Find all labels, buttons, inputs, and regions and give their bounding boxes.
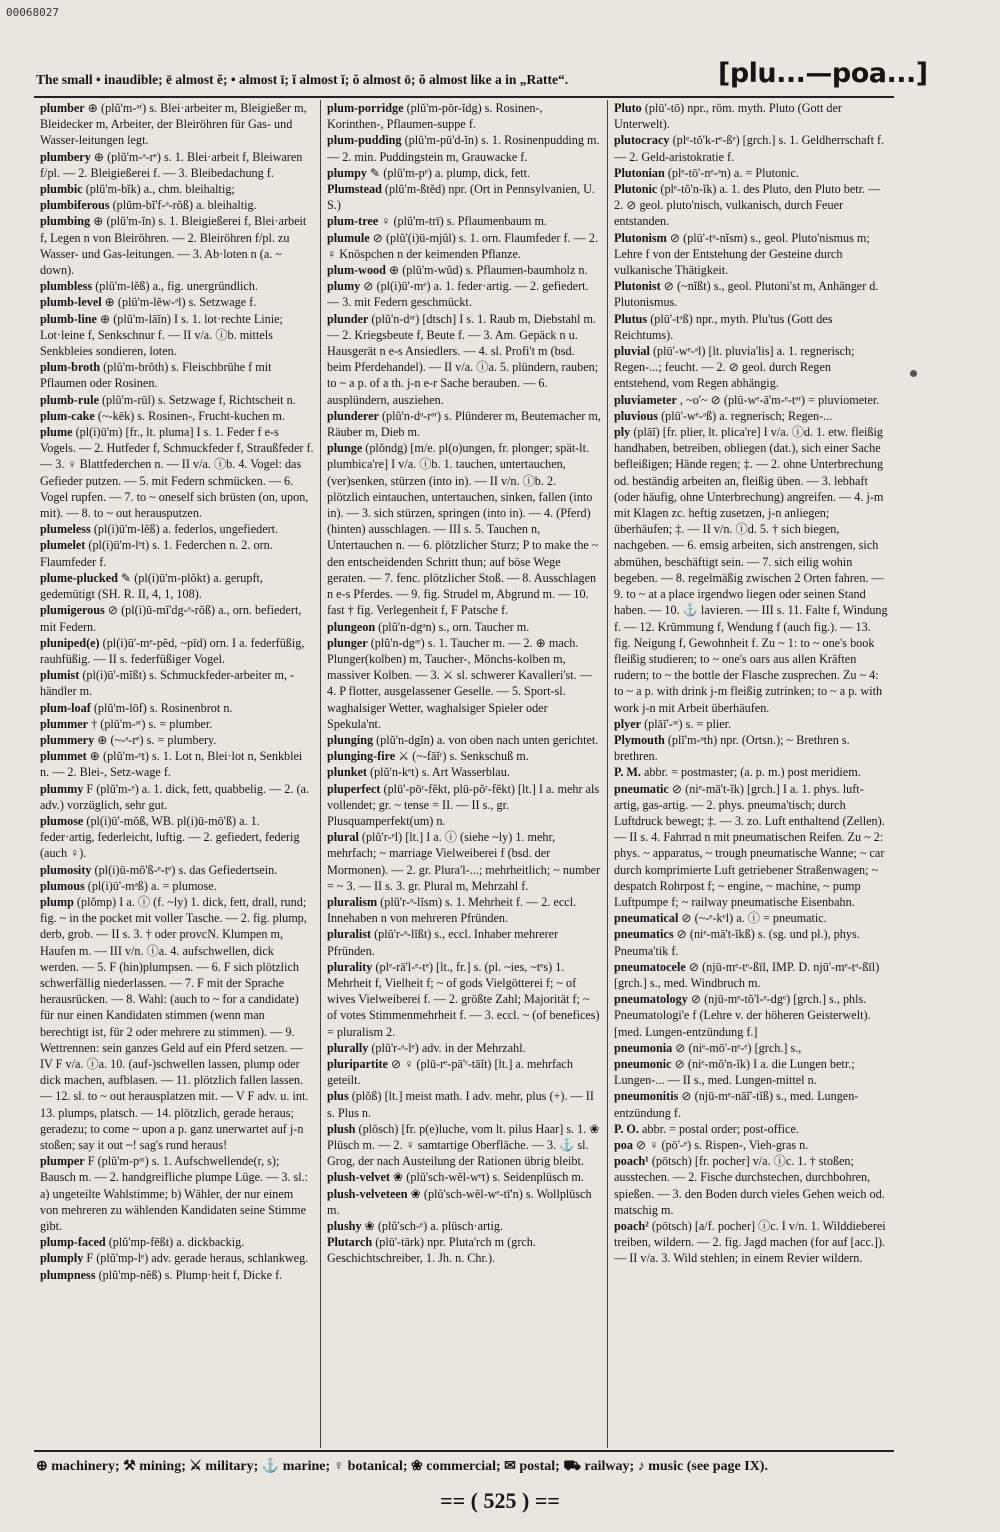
entry-headword: pluripartite xyxy=(327,1056,388,1071)
dictionary-entry xyxy=(327,959,601,1040)
entry-definition: ⊘ (njū-mᵉ-tŏ'l-ᵉ-dgᵉ) [grch.] s., phls. Pneumatologi'e f (Lehre v. der höheren Geisterwelt). [med. Lungen-entzündung f.] xyxy=(614,992,871,1039)
entry-headword: pluniped(e) xyxy=(40,635,100,650)
entry-definition: ❀ (plŭ'sch-wĕl-wᵉ-tī'n) s. Wollplüsch m. xyxy=(327,1186,592,1217)
entry-definition: ⊕ (plŭ'm-lĕw-ᵊl) s. Setzwage f. xyxy=(104,295,257,310)
dictionary-entry xyxy=(614,278,888,310)
dictionary-entry xyxy=(40,311,314,360)
entry-headword: poach¹ xyxy=(614,1154,649,1169)
entry-definition: ♀ (plŭ'm-trī) s. Pflaumenbaum m. xyxy=(381,214,547,229)
dictionary-entry xyxy=(40,359,314,391)
dictionary-entry xyxy=(40,781,314,813)
dictionary-entry xyxy=(614,132,888,164)
entry-definition: † (plŭ'm-ᵊʳ) s. = plumber. xyxy=(91,716,213,731)
entry-headword: plunder xyxy=(327,311,369,326)
column-2 xyxy=(321,100,608,1448)
entry-definition: (plŏß) [lt.] meist math. I adv. mehr, plus (+). — II s. Plus n. xyxy=(327,1089,594,1120)
entry-definition: F (plŭ'm-pᵊʳ) s. 1. Aufschwellende(r, s); Bausch m. — 2. handgreifliche plumpe Lüge. — 3. sl.: a) ungeteilte Wahlstimme; b) Wähler, der nur einem von mehreren zu wählenden Kandidaten seine Stimme gibt. xyxy=(40,1154,309,1234)
entry-definition: (plŭ'n-dgᵊn) s., orn. Taucher m. xyxy=(378,619,530,634)
entry-definition: (plŭ'r-ᵊ-lĭßt) s., eccl. Inhaber mehrerer Pfründen. xyxy=(327,927,559,958)
entry-definition: (plŭm-bĭ'f-ᵊ-rŏß) a. bleihaltig. xyxy=(112,198,257,213)
dictionary-entry xyxy=(40,278,314,294)
entry-headword: plyer xyxy=(614,716,642,731)
entry-headword: plum-wood xyxy=(327,263,386,278)
entry-headword: pluralism xyxy=(327,894,378,909)
entry-headword: plum-broth xyxy=(40,360,101,375)
dictionary-entry xyxy=(614,1218,888,1267)
entry-headword: plushy xyxy=(327,1219,362,1234)
entry-headword: plummet xyxy=(40,749,87,764)
entry-headword: plumous xyxy=(40,878,85,893)
entry-headword: plumose xyxy=(40,813,84,828)
entry-headword: plush-velvet xyxy=(327,1170,390,1185)
entry-headword: pluvial xyxy=(614,344,650,359)
dictionary-entry xyxy=(40,748,314,780)
dictionary-entry xyxy=(40,700,314,716)
entry-headword: plum-loaf xyxy=(40,700,91,715)
dictionary-entry xyxy=(327,829,601,894)
dictionary-entry xyxy=(40,1267,314,1283)
entry-definition: (plāĭ) [fr. plier, lt. plica're] I v/a. ⓘd. 1. etw. fleißig handhaben, betreiben, obliegen (dat.), sich einer Sache befleißigen; Hände regen; ‡. — 2. ohne Unterbrechung od. beständig arbeiten an, fleißig üben. — 3. lebhaft (oder häufig, ohne Unterbrechung) angreifen. — 4. j-m mit Klagen zc. heftig zusetzen, j-n anliegen; überhäufen; ‡. — II v/n. ⓘd. 5. † sich biegen, nachgeben. — 6. emsig arbeiten, sich anstrengen, sich abmühen, beschäftigt sein. — 7. sich eilig wohin begeben. — 8. regelmäßig zwischen 2 Orten fahren. — 9. to ~ at a place irgendwo liegen oder seinen Stand haben. — 10. ⚓ lavieren. — III s. 11. Falte f, Windung f. — 12. Krümmung f, Wendung f (auch fig.). — 13. fig. Neigung f, Gewohnheit f. Zu ~ 1: to ~ one's book fleißig studieren; to ~ one's oars aus allen Kräften rudern; to ~ the bottle der Flasche zusprechen. Zu ~ 4: to ~ a p. with drink j-m fleißig zutrinken; to ~ a p. with work j-n mit Arbeit überhäufen. xyxy=(614,425,888,715)
dictionary-entry xyxy=(40,602,314,634)
entry-headword: Plutonian xyxy=(614,165,665,180)
dictionary-entry xyxy=(327,894,601,926)
entry-headword: plutocracy xyxy=(614,133,670,148)
dictionary-entry xyxy=(40,197,314,213)
entry-definition: (pl(i)ū'-mĭßt) s. Schmuckfeder-arbeiter m, -händler m. xyxy=(40,668,295,699)
page-number: == ( 525 ) == xyxy=(440,1488,560,1513)
footer-rule xyxy=(34,1450,894,1452)
entry-definition: (plĭ'm-ᵊth) npr. (Ortsn.); ~ Brethren s. brethren. xyxy=(614,732,850,764)
entry-definition: (plŭ'mp-nĕß) s. Plump·heit f, Dicke f. xyxy=(98,1267,283,1282)
entry-definition: (pl(i)ū'-mᵊß) a. = plumose. xyxy=(87,878,217,893)
dictionary-entry xyxy=(614,732,888,764)
entry-headword: Plutus xyxy=(614,311,648,326)
dictionary-entry xyxy=(40,424,314,521)
dictionary-entry xyxy=(614,424,888,716)
dictionary-entry xyxy=(40,1234,314,1250)
entry-headword: plunger xyxy=(327,635,368,650)
dictionary-entry xyxy=(40,894,314,1153)
dictionary-entry xyxy=(40,1153,314,1234)
dictionary-entry xyxy=(614,926,888,958)
entry-definition: ⊘ (niᵉ-mā't-ĭk) [grch.] I a. 1. phys. luft-artig, gas-artig. — 2. phys. pneuma'tisch; durch Luftdruck bewegt; ‡. — 3. zo. Luft enthaltend (Zellen). — II s. 4. Fahrrad n mit pneumatischen Reifen. Zu ~ 2: phys. ~ apparatus, ~ trough pneumatische Wanne; ~ car durch komprimierte Luft getriebener Straßenwagen; ~ despatch Rohrpost f; ~ engine, ~ machine, ~ pump Luftpumpe f; ~ railway pneumatische Eisenbahn. xyxy=(614,781,885,909)
entry-definition: (plᵉ-rā'l-ᵉ-tᵉ) [lt., fr.] s. (pl. ~ies, ~tᵉs) 1. Mehrheit f, Vielheit f; ~ of gods Vielgötterei f; ~ of wives Vielweiberei f. — 2. größte Zahl; Majorität f; ~ of votes Stimmenmehrheit f. — 3. eccl. ~ (of benefices) = pluralism 2. xyxy=(327,959,600,1039)
entry-headword: plump-faced xyxy=(40,1235,106,1250)
entry-headword: pluralist xyxy=(327,927,372,942)
dictionary-entry xyxy=(40,521,314,537)
dictionary-entry xyxy=(40,862,314,878)
entry-headword: plunge xyxy=(327,441,363,456)
entry-definition: ⊘ (pl(i)ū-mĭ'dg-ᵊ-rŏß) a., orn. befiedert, mit Federn. xyxy=(40,603,302,634)
entry-headword: Plutonic xyxy=(614,182,658,197)
entry-headword: plume xyxy=(40,425,73,440)
entry-headword: plural xyxy=(327,830,359,845)
dictionary-entry xyxy=(40,181,314,197)
entry-headword: pneumatocele xyxy=(614,959,686,974)
entry-definition: (pl(i)ū'm-lᵉt) s. 1. Federchen n. 2. orn. Flaumfeder f. xyxy=(40,538,273,569)
dictionary-entry xyxy=(40,813,314,862)
pronunciation-key: The small • inaudible; ē almost ĕ; • almost ī; ĭ almost ĭ; ŏ almost ō; ŏ almost like a in „Ratte“. xyxy=(36,72,569,87)
dictionary-entry xyxy=(327,262,601,278)
entry-headword: Pluto xyxy=(614,101,642,115)
dictionary-entry xyxy=(40,1250,314,1266)
dictionary-entry xyxy=(614,1088,888,1120)
entry-definition: ⊘ (niᵉ-mŏ'n-ĭk) I a. die Lungen betr.; Lungen-... — II s., med. Lungen-mittel n. xyxy=(614,1056,855,1088)
dictionary-entry xyxy=(40,149,314,181)
entry-definition: (pōtsch) [fr. pocher] v/a. ⓘc. 1. † stoßen; ausstechen. — 2. Fische durchstechen, durchbohren, spießen. — 3. den Boden durch vieles Gehen weich od. matschig m. xyxy=(614,1154,885,1217)
entry-definition: (plŭ'mp-fēßt) a. dickbackig. xyxy=(108,1235,245,1250)
entry-definition: (plŭ'm-lĕß) a., fig. unergründlich. xyxy=(95,279,258,294)
entry-headword: plumb-line xyxy=(40,311,97,326)
entry-headword: plumbiferous xyxy=(40,198,110,213)
entry-definition: (plŭ'n-kᵉt) s. Art Wasserblau. xyxy=(370,765,510,780)
dictionary-entry xyxy=(327,1169,601,1185)
symbol-legend: ⊕ machinery; ⚒ mining; ⚔ military; ⚓ marine; ♀ botanical; ❀ commercial; ✉ postal; ⛟ railway; ♪ music (see page IX). xyxy=(36,1459,768,1474)
entry-headword: Plutonism xyxy=(614,230,667,245)
dictionary-entry xyxy=(40,100,314,149)
entry-headword: P. M. xyxy=(614,765,641,780)
dictionary-entry xyxy=(614,716,888,732)
entry-headword: pluviameter xyxy=(614,392,677,407)
entry-definition: (~-kēk) s. Rosinen-, Frucht-kuchen m. xyxy=(97,408,285,423)
entry-headword: plungeon xyxy=(327,619,376,634)
header-rule xyxy=(34,96,894,98)
entry-definition: (plŭ'm-pŏr-ĭdg) s. Rosinen-, Korinthen-, Pflaumen-suppe f. xyxy=(327,101,543,132)
entry-headword: plunging-fire xyxy=(327,749,396,764)
dictionary-entry xyxy=(40,537,314,569)
entry-headword: poach² xyxy=(614,1219,649,1234)
entry-definition: ⊕ (plŭ'm-wŭd) s. Pflaumen-baumholz n. xyxy=(388,263,588,278)
entry-definition: (plŭ'm-brŏth) s. Fleischbrühe f mit Pflaumen oder Rosinen. xyxy=(40,360,272,391)
dictionary-entry xyxy=(327,165,601,181)
entry-headword: plush xyxy=(327,1121,356,1136)
dictionary-entry xyxy=(327,278,601,310)
dictionary-entry xyxy=(327,732,601,748)
dictionary-entry xyxy=(327,635,601,732)
entry-headword: plus xyxy=(327,1089,349,1104)
entry-definition: (pl(i)ū'm) [fr., lt. pluma] I s. 1. Feder f e-s Vogels. — 2. Hutfeder f, Schmuckfeder f, Straußfeder f. — 3. ♀ Blattfederchen n. — II v/a. ⓘb. 4. Vogel: das Gefieder putzen. — 5. mit Federn schmücken. — 6. Vogel rupfen. — 7. to ~ oneself sich brüsten (on, upon, mit). — 8. to ~ out herausputzen. xyxy=(40,425,314,521)
entry-definition: ⊘ (niᵉ-mō'-nᵉ-ᵉ) [grch.] s., xyxy=(675,1040,802,1055)
entry-definition: (plŭ'm-pŭ'd-ĭn) s. 1. Rosinenpudding m. — 2. min. Puddingstein m, Grauwacke f. xyxy=(327,133,600,164)
dictionary-entry xyxy=(327,440,601,618)
entry-headword: plumosity xyxy=(40,862,92,877)
entry-definition: ⊕ (plŭ'm-ᵉt) s. 1. Lot n, Blei·lot n, Senkblei n. — 2. Blei-, Setz-wage f. xyxy=(40,749,303,780)
entry-headword: plum-porridge xyxy=(327,101,404,115)
entry-headword: plumist xyxy=(40,668,80,683)
entry-definition: F (plŭ'm-ᵉ) a. 1. dick, fett, quabbelig. — 2. (a. adv.) vorzüglich, sehr gut. xyxy=(40,781,310,812)
dictionary-entry xyxy=(40,294,314,310)
dictionary-entry xyxy=(614,764,888,780)
dictionary-entry xyxy=(614,959,888,991)
entry-headword: plummer xyxy=(40,716,89,731)
dictionary-entry xyxy=(40,732,314,748)
dictionary-entry xyxy=(40,392,314,408)
entry-definition: (plū'-pōʳ-fĕkt, plū-pŏʳ-fĕkt) [lt.] I a. mehr als vollendet; gr. ~ tense = II. — II s., gr. Plusquamperfekt(um) n. xyxy=(327,781,600,828)
entry-headword: plumeless xyxy=(40,522,91,537)
entry-headword: plurally xyxy=(327,1040,369,1055)
dictionary-entry xyxy=(614,181,888,230)
entry-headword: plum-tree xyxy=(327,214,379,229)
entry-definition: (pl(i)ū'-mŏß, WB. pl(i)ū-mō'ß) a. 1. feder·artig, federleicht, luftig. — 2. gefiedert, federig (auch ♀). xyxy=(40,813,300,861)
entry-headword: pneumatical xyxy=(614,911,679,926)
entry-headword: pneumonic xyxy=(614,1056,672,1071)
entry-headword: plumb-rule xyxy=(40,392,99,407)
dictionary-entry xyxy=(614,1121,888,1137)
entry-definition: ✎ (pl(i)ū'm-plŏkt) a. gerupft, gedemütigt (SH. R. II, 4, 1, 108). xyxy=(40,570,263,602)
dictionary-entry xyxy=(614,343,888,392)
dictionary-entry xyxy=(40,570,314,602)
entry-headword: plumbless xyxy=(40,279,93,294)
entry-headword: plumbery xyxy=(40,149,91,164)
dictionary-entry xyxy=(614,100,888,132)
entry-definition: (pl(i)ū'-mᵉ-pĕd, ~pīd) orn. I a. federfüßig, rauhfüßig. — II s. federfüßiger Vogel. xyxy=(40,635,305,666)
entry-headword: plummy xyxy=(40,781,84,796)
entry-definition: (pōtsch) [a/f. pocher] ⓘc. I v/n. 1. Wilddieberei treiben, wildern. — 2. fig. Jagd machen (for auf [acc.]). — II v/a. 3. Wild stehlen; in einem Revier wildern. xyxy=(614,1219,886,1266)
entry-definition: (plŭ'r-ᵉl) [lt.] I a. ⓘ (siehe ~ly) 1. mehr, mehrfach; ~ marriage Vielweiberei f (bsd. der Mormonen). — 2. gr. Plura'l-...; mehrheitlich; ~ number = ~ 3. — II s. 3. gr. Plural m, Mehrzahl f. xyxy=(327,830,601,893)
dictionary-entry xyxy=(327,408,601,440)
entry-definition: (pl(i)ū-mŏ'ß-ᵉ-tᵉ) s. das Gefiedertsein. xyxy=(94,862,278,877)
entry-definition: (plū'-tᵊß) npr., myth. Plu'tus (Gott des Reichtums). xyxy=(614,311,833,342)
entry-headword: plumb-level xyxy=(40,295,102,310)
entry-definition: abbr. = postmaster; (a. p. m.) post meridiem. xyxy=(644,765,861,780)
entry-definition: (plāĭ'-ᵊʳ) s. = plier. xyxy=(644,716,732,731)
entry-definition: ⊘ (~-ᵉ-kᵉl) a. ⓘ = pneumatic. xyxy=(681,911,827,926)
entry-definition: ⊘ (~nĭßt) s., geol. Plutoni'st m, Anhänger d. Plutonismus. xyxy=(614,279,879,310)
entry-definition: (plŭ'm-rūl) s. Setzwage f, Richtscheit n. xyxy=(101,392,296,407)
entry-headword: plumply xyxy=(40,1251,84,1266)
entry-headword: plum-cake xyxy=(40,408,95,423)
dictionary-entry xyxy=(614,1056,888,1088)
entry-definition: (plᵉ-tŏ'k-rᵉ-ßᵉ) [grch.] s. 1. Geldherrschaft f. — 2. Geld-aristokratie f. xyxy=(614,133,885,164)
dictionary-entry xyxy=(40,213,314,278)
entry-headword: plumule xyxy=(327,230,370,245)
entry-headword: plummery xyxy=(40,732,95,747)
entry-definition: (plŭ'm-lōf) s. Rosinenbrot n. xyxy=(93,700,233,715)
dictionary-entry xyxy=(614,991,888,1040)
entry-definition: (plŭ'r-ᵊ-lᵉ) adv. in der Mehrzahl. xyxy=(371,1040,526,1055)
entry-headword: pneumatic xyxy=(614,781,669,796)
entry-headword: plumigerous xyxy=(40,603,105,618)
scan-id: 00068027 xyxy=(6,6,59,19)
entry-headword: plump xyxy=(40,894,74,909)
dictionary-entry xyxy=(327,1121,601,1170)
entry-definition: (plᵉ-tŏ'n-ĭk) a. 1. des Pluto, den Pluto betr. — 2. ⊘ geol. pluto'nisch, vulkanisch, durch Feuer entstanden. xyxy=(614,182,881,229)
entry-headword: plumpness xyxy=(40,1267,96,1282)
entry-headword: pluvious xyxy=(614,408,659,423)
dictionary-entry xyxy=(327,1234,601,1266)
dictionary-entry xyxy=(327,132,601,164)
dictionary-entry xyxy=(40,635,314,667)
dictionary-entry xyxy=(40,667,314,699)
entry-headword: plumber xyxy=(40,101,85,115)
entry-definition: (plŭ'm-ßtĕd) npr. (Ort in Pennsylvanien, U. S.) xyxy=(327,182,595,213)
entry-definition: ⊘ (plŭ'(i)ū-mjŭl) s. 1. orn. Flaumfeder f. — 2. ♀ Knöspchen n der keimenden Pflanze. xyxy=(327,230,599,261)
entry-definition: (plŭ'r-ᵊ-lĭsm) s. 1. Mehrheit f. — 2. eccl. Innehaben n von mehreren Pfründen. xyxy=(327,894,577,926)
entry-headword: Plumstead xyxy=(327,182,382,197)
dictionary-entry xyxy=(327,926,601,958)
entry-definition: ⊘ ♀ (pō'-ᵉ) s. Rispen-, Vieh-gras n. xyxy=(636,1138,809,1152)
guide-words: [plu...—poa...] xyxy=(718,58,928,89)
entry-definition: (plŭ'n-dᵊ-rᵊʳ) s. Plünderer m, Beutemacher m, Räuber m, Dieb m. xyxy=(327,408,601,440)
dictionary-entry xyxy=(614,230,888,279)
entry-headword: plumpy xyxy=(327,165,367,180)
entry-definition: ⊘ (njū-mᵉ-nāĭ'-tĭß) s., med. Lungen-entzündung f. xyxy=(614,1089,859,1120)
entry-definition: (plŭ'n-dᵊʳ) [dtsch] I s. 1. Raub m, Diebstahl m. — 2. Kriegsbeute f, Beute f. — 3. Am. Gepäck n u. Hausgerät n e-s Ansiedlers. — 4. sl. Profi't m (bsd. beim Pferdehandel). — II v/a. ⓘa. 5. plündern, rauben; to ~ a p. of a th. j-n e-r Sache berauben. — 6. ausplündern, ausziehen. xyxy=(327,311,599,407)
entry-headword: plush-velveteen xyxy=(327,1186,408,1201)
dictionary-entry xyxy=(327,230,601,262)
entry-definition: ⊘ (niᵉ-mā't-ĭkß) s. (sg. und pl.), phys. Pneuma'tik f. xyxy=(614,927,860,958)
entry-headword: pneumonia xyxy=(614,1040,673,1055)
entry-definition: (plū'-tārk) npr. Pluta'rch m (grch. Geschichtschreiber, 1. Jh. n. Chr.). xyxy=(327,1235,536,1266)
entry-definition: ⊕ (plŭ'm-ᵊ-rᵉ) s. 1. Blei·arbeit f, Bleiwaren f/pl. — 2. Bleigießerei f. — 3. Bleibedachung f. xyxy=(40,149,303,180)
entry-headword: plunket xyxy=(327,765,367,780)
dictionary-entry xyxy=(614,392,888,408)
column-1 xyxy=(34,100,321,1448)
entry-definition: ⊕ (plŭ'm-ᵊʳ) s. Blei·arbeiter m, Bleigießer m, Bleidecker m, Arbeiter, der Bleiröhren für Gas- und Wasser-leitungen legt. xyxy=(40,101,307,148)
dictionary-entry xyxy=(40,878,314,894)
entry-definition: ⊕ (plŭ'm-ĭn) s. 1. Bleigießerei f, Blei·arbeit f, Legen n von Bleiröhren. — 2. Bleiröhren f/pl. zu Wasser- und Gas-leitungen. — 3. Ab·loten n (a. ~ down). xyxy=(40,214,307,278)
dictionary-entry xyxy=(327,181,601,213)
dictionary-entry xyxy=(614,311,888,343)
entry-definition: (plŭ'n-dgĭn) a. von oben nach unten gerichtet. xyxy=(376,732,599,747)
dictionary-entry xyxy=(327,764,601,780)
entry-definition: ✎ (plŭ'm-pᵉ) a. plump, dick, fett. xyxy=(370,165,531,180)
entry-definition: ⊘ (pl(i)ū'-mᵉ) a. 1. feder·artig. — 2. gefiedert. — 3. mit Federn geschmückt. xyxy=(327,279,589,310)
entry-definition: (plŭ'm-bĭk) a., chm. bleihaltig; xyxy=(85,182,235,197)
dictionary-entry xyxy=(327,619,601,635)
dictionary-entry xyxy=(614,1040,888,1056)
entry-headword: pneumatology xyxy=(614,992,688,1007)
entry-headword: plurality xyxy=(327,959,373,974)
entry-headword: poa xyxy=(614,1138,633,1152)
entry-headword: pneumatics xyxy=(614,927,674,942)
entry-definition: ⊕ (plŭ'm-lāĭn) I s. 1. lot·rechte Linie; Lot·leine f, Senkschnur f. — II v/a. ⓘb. mittels Senkbleies sondieren, loten. xyxy=(40,311,283,359)
dictionary-entry xyxy=(327,1040,601,1056)
entry-definition: (plŏndg) [m/e. pl(o)ungen, fr. plonger; spät-lt. plumbica're] I v/a. ⓘb. 1. tauchen, untertauchen, (ver)senken, stürzen (into in). — II v/n. ⓘb. 2. plötzlich eintauchen, untertauchen, sinken, fallen (into in). — 3. sich stürzen, springen (into in). — 4. (Pferd) (hinten) ausschlagen. — III s. 5. Tauchen n, Untertauchen n. — 6. plötzlicher Sturz; P to make the ~ den entscheidenden Schritt thun; auf böse Wege geraten. — 7. fenc. plötzlicher Stoß. — 8. Ausschlagen n e-s Pferdes. — 9. fig. Strudel m, Abgrund m. — 10. fast † fig. Verlegenheit f, F Patsche f. xyxy=(327,441,599,618)
entry-definition: (plŏsch) [fr. p(e)luche, vom lt. pilus Haar] s. 1. ❀ Plüsch m. — 2. ♀ samtartige Oberfläche. — 3. ⚓ sl. Grog, der nach Austeilung der Rationen übrig bleibt. xyxy=(327,1121,600,1169)
dictionary-entry xyxy=(614,165,888,181)
entry-definition: ⊘ (njū-mᵉ-tᵉ-ßīl, IMP. D. njū'-mᵉ-tᵊ-ßīl) [grch.] s., med. Windbruch m. xyxy=(614,959,880,990)
entry-definition: (plū'-wᵉ-ᵊl) [lt. pluvia'lis] a. 1. regnerisch; Regen-...; feucht. — 2. ⊘ geol. durch Regen entstehend, vom Regen abhängig. xyxy=(614,344,855,391)
entry-definition: (plŏmp) I a. ⓘ (f. ~ly) 1. dick, fett, drall, rund; fig. ~ in the pocket mit voller Tasche. — 2. fig. plump, derb, grob. — II s. 3. † oder provcN. Klumpen m, Haufen m. — III v/n. ⓘa. 4. aufschwellen, dick werden. — 5. F (hin)plumpsen. — 6. F sich plötzlich schwerfällig niederlassen. — 7. F mit der Sprache herausrücken. — 8. Wahl: (auch to ~ for a candidate) für nur einen Kandidaten stimmen (wenn man berechtigt ist, für 2 oder mehrere zu stimmen). — 9. Wettrennen: sein ganzes Geld auf ein Pferd setzen. — IV F v/a. ⓘa. 10. (auf-)schwellen lassen, plump oder dick machen, aufblasen. — 11. plötzlich fallen lassen. — 12. sl. to ~ out herausplatzen mit. — V F adv. u. int. 13. plumps, platsch. — 14. plötzlich, gerade heraus; geradezu; to come ~ upon a p. ganz unerwartet auf j-n stoßen; say it out ~! sag's rund heraus! xyxy=(40,894,309,1152)
dictionary-entry xyxy=(40,408,314,424)
dictionary-entry xyxy=(327,781,601,830)
entry-headword: plum-pudding xyxy=(327,133,402,148)
entry-headword: plunderer xyxy=(327,408,379,423)
entry-headword: Plutarch xyxy=(327,1235,373,1250)
entry-definition: (pl(i)ū'm-lĕß) a. federlos, ungefiedert. xyxy=(93,522,279,537)
dictionary-entry xyxy=(614,1137,888,1153)
dictionary-entry xyxy=(327,311,601,408)
entry-headword: plumy xyxy=(327,279,361,294)
dictionary-entry xyxy=(327,1186,601,1218)
entry-definition: abbr. = postal order; post-office. xyxy=(642,1121,799,1136)
dictionary-entry xyxy=(327,1218,601,1234)
entry-columns xyxy=(34,100,894,1448)
entry-headword: ply xyxy=(614,425,631,440)
entry-headword: Plymouth xyxy=(614,732,665,747)
entry-headword: plumbic xyxy=(40,182,83,197)
dictionary-entry xyxy=(614,781,888,911)
entry-definition: (plū'-tō) npr., röm. myth. Pluto (Gott der Unterwelt). xyxy=(614,101,842,132)
entry-headword: pluperfect xyxy=(327,781,381,796)
entry-definition: F (plŭ'mp-lᵉ) adv. gerade heraus, schlankweg. xyxy=(86,1251,309,1266)
entry-headword: plunging xyxy=(327,732,374,747)
entry-definition: (plᵉ-tō'-nᵉ-ᵊn) a. = Plutonic. xyxy=(667,165,800,180)
dictionary-entry xyxy=(614,1153,888,1218)
entry-headword: plumper xyxy=(40,1154,85,1169)
entry-headword: plumbing xyxy=(40,214,91,229)
dictionary-entry xyxy=(327,1088,601,1120)
dictionary-entry xyxy=(327,748,601,764)
entry-headword: plumelet xyxy=(40,538,86,553)
entry-definition: (plŭ'n-dgᵊʳ) s. 1. Taucher m. — 2. ⊕ mach. Plunger(kolben) m, Taucher-, Mönchs-kolben m, massiver Kolben. — 3. ⚔ sl. schwerer Kavalleri'st. — 4. P flotter, ausgelassener Geselle. — 5. Sport-sl. waghalsiger Wetter, waghalsiger Spieler oder Spekula'nt. xyxy=(327,635,592,731)
dictionary-entry xyxy=(614,408,888,424)
entry-definition: ⊕ (~-ᵊ-rᵉ) s. = plumbery. xyxy=(97,732,217,747)
dictionary-entry xyxy=(40,716,314,732)
dictionary-entry xyxy=(614,910,888,926)
entry-headword: P. O. xyxy=(614,1121,639,1136)
entry-definition: ❀ (plŭ'sch-wĕl-wᵉt) s. Seidenplüsch m. xyxy=(393,1170,584,1185)
entry-definition: ⚔ (~-fāĭʳ) s. Senkschuß m. xyxy=(398,749,529,764)
entry-definition: ❀ (plŭ'sch-ᵉ) a. plüsch·artig. xyxy=(364,1219,503,1234)
dictionary-entry xyxy=(327,1056,601,1088)
entry-headword: Plutonist xyxy=(614,279,661,294)
column-3 xyxy=(608,100,894,1448)
dictionary-entry xyxy=(327,100,601,132)
ink-spot xyxy=(910,370,917,377)
entry-headword: pneumonitis xyxy=(614,1089,679,1104)
entry-definition: , ~o'~ ⊘ (plū-wᵉ-ā'm-ᵉ-tᵊʳ) = pluviometer. xyxy=(680,392,880,407)
entry-definition: (plū'-wᵉ-ᵊß) a. regnerisch; Regen-... xyxy=(661,408,833,423)
entry-definition: ⊘ ♀ (plū-rᵉ-pā'ʳ-tāĭt) [lt.] a. mehrfach geteilt. xyxy=(327,1056,573,1088)
dictionary-entry xyxy=(327,213,601,229)
entry-definition: ⊘ (plū'-tᵊ-nĭsm) s., geol. Pluto'nismus m; Lehre f von der Entstehung der Gesteine durch vulkanische Thätigkeit. xyxy=(614,230,870,278)
entry-headword: plume-plucked xyxy=(40,570,118,585)
